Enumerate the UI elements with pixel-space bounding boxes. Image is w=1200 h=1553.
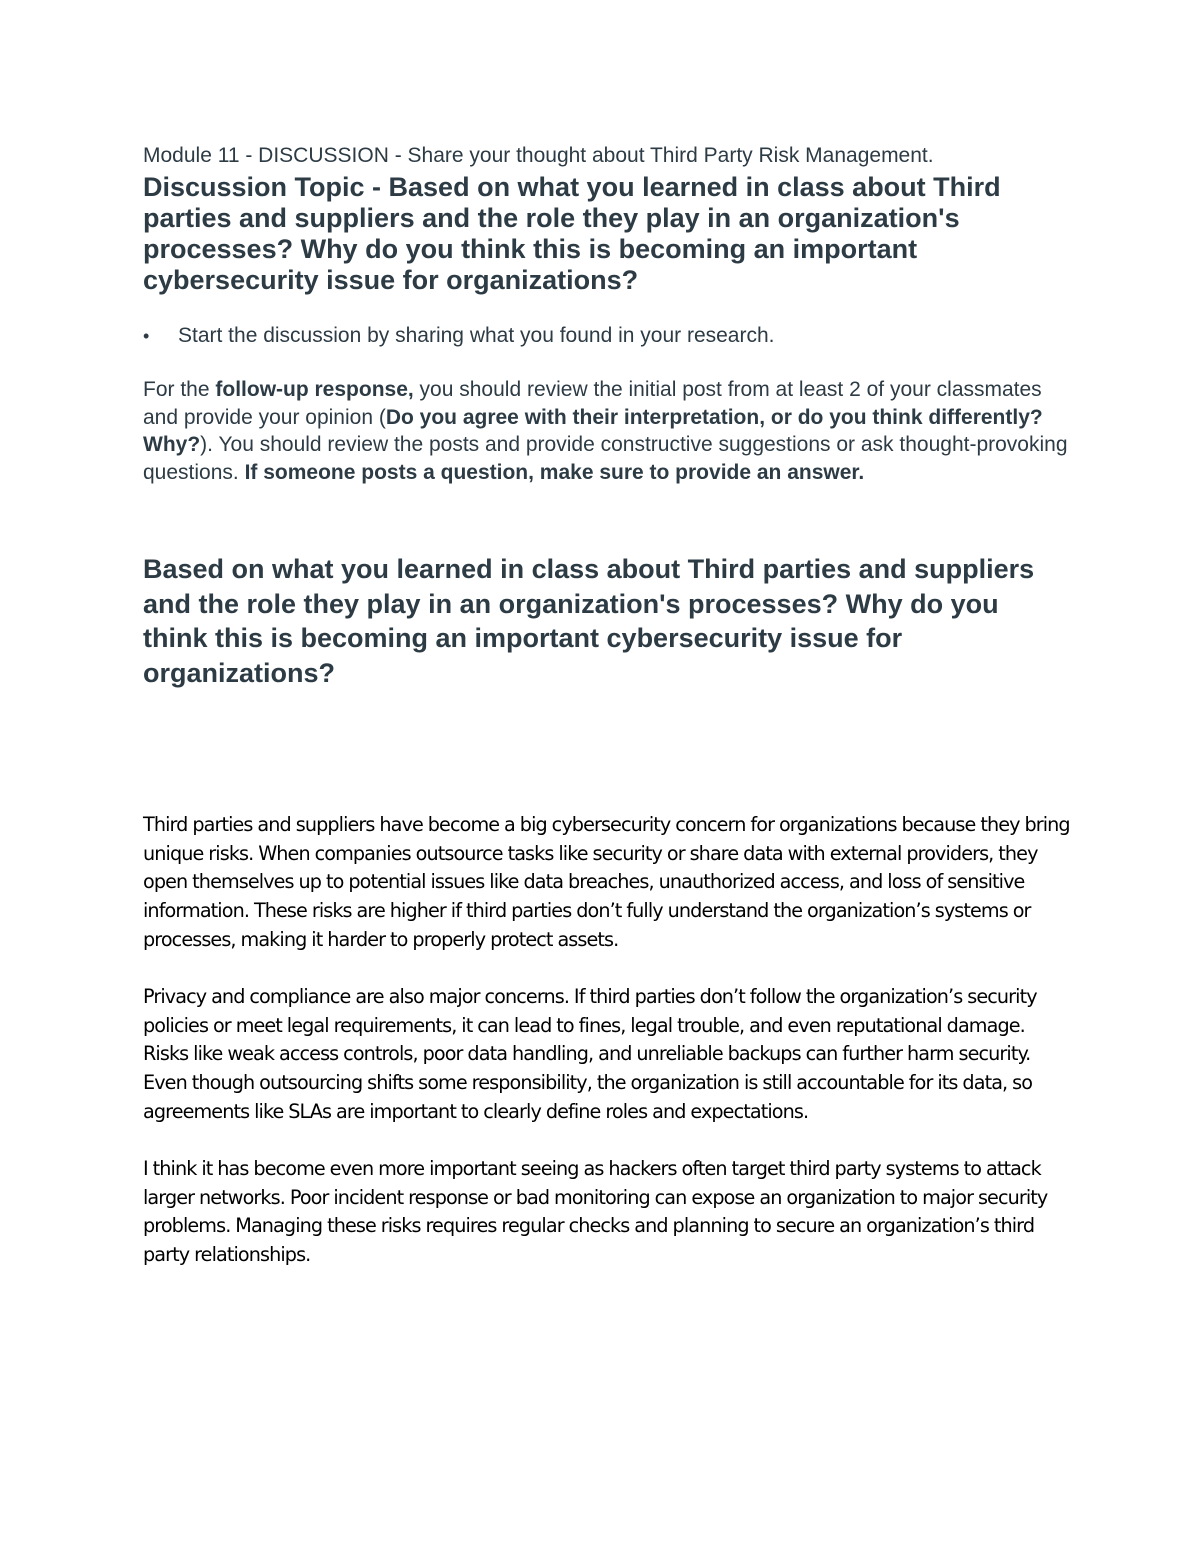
- follow-up-instructions: [143, 376, 1068, 486]
- bullet-text: Start the discussion by sharing what you found in your research.: [178, 324, 775, 347]
- discussion-topic-heading: Discussion Topic - Based on what you learned in class about Third parties and suppliers and the role they play in an organization's processes? Why do you think this is becoming an important cybersecurity issue for organizations?: [143, 172, 1001, 295]
- instructions-text: you should review the initial post from at least 2 of your classmates and provide your opinion (: [143, 378, 1042, 429]
- question-heading: Based on what you learned in class about Third parties and suppliers and the role they play in an organization's processes? Why do you think this is becoming an important cybersecurity issue for organizations?: [143, 554, 1035, 688]
- instructions-text: For the: [143, 378, 216, 401]
- instructions-text: ). You should review the posts and provide constructive suggestions or ask thought-provoking questions.: [143, 433, 1068, 484]
- instructions-bold-text: If someone posts a question, make sure to provide an answer.: [244, 460, 865, 484]
- answer-paragraph: Third parties and suppliers have become a big cybersecurity concern for organizations because they bring unique risks. When companies outsource tasks like security or share data with external providers, they open themselves up to potential issues like data breaches, unauthorized access, and loss of sensitive information. These risks are higher if third parties don’t fully understand the organization’s systems or processes, making it harder to properly protect assets.: [143, 813, 1070, 951]
- instruction-bullet-list: [143, 322, 1068, 350]
- list-item: [143, 322, 1068, 350]
- answer-paragraph: I think it has become even more important seeing as hackers often target third party systems to attack larger networks. Poor incident response or bad monitoring can expose an organization to major security problems. Managing these risks requires regular checks and planning to secure an organization’s third party relationships.: [143, 1157, 1048, 1267]
- module-title: Module 11 - DISCUSSION - Share your thought about Third Party Risk Management.: [143, 144, 934, 167]
- answer-paragraph: Privacy and compliance are also major concerns. If third parties don’t follow the organization’s security policies or meet legal requirements, it can lead to fines, legal trouble, and even reputational damage. Risks like weak access controls, poor data handling, and unreliable backups can further harm security. Even though outsourcing shifts some responsibility, the organization is still accountable for its data, so agreements like SLAs are important to clearly define roles and expectations.: [143, 985, 1037, 1123]
- bullet-icon: •: [143, 326, 150, 346]
- instructions-bold-text: Do you agree with their interpretation, or do you think differently? Why?: [143, 405, 1043, 456]
- discussion-prompt: [143, 142, 1068, 690]
- instructions-bold-text: follow-up response,: [215, 378, 414, 401]
- answer-body: [143, 811, 1073, 1298]
